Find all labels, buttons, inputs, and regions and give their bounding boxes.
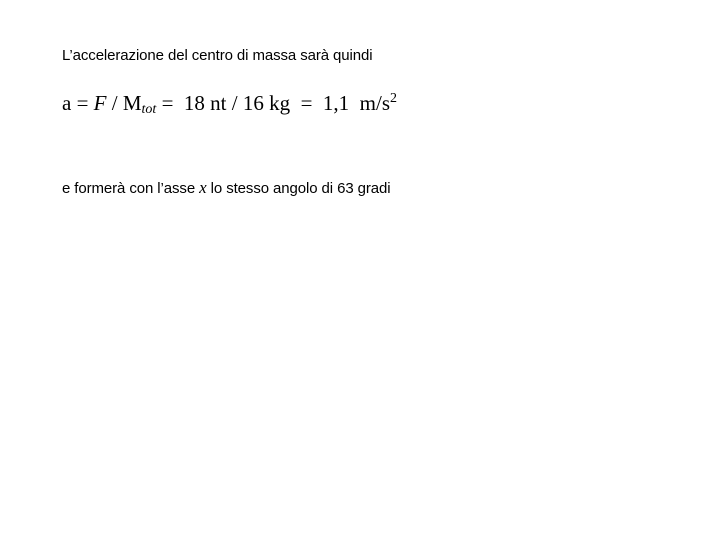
eq-mass-subscript: tot (141, 102, 157, 117)
intro-text: L’accelerazione del centro di massa sarà quindi (62, 47, 373, 64)
closing-text (62, 178, 390, 198)
eq-slash: / (106, 91, 123, 115)
eq-mass: M (122, 91, 142, 115)
eq-result: = 18 nt / 16 kg = 1,1 m/s (156, 91, 391, 115)
eq-exponent: 2 (390, 91, 398, 106)
eq-force: F (93, 91, 107, 115)
eq-a: a (62, 91, 72, 115)
closing-before: e formerà con l’asse (62, 180, 200, 197)
acceleration-equation (62, 91, 397, 116)
eq-equals: = (71, 91, 94, 115)
closing-after: lo stesso angolo di 63 gradi (206, 180, 391, 197)
x-axis-variable: x (199, 178, 207, 197)
